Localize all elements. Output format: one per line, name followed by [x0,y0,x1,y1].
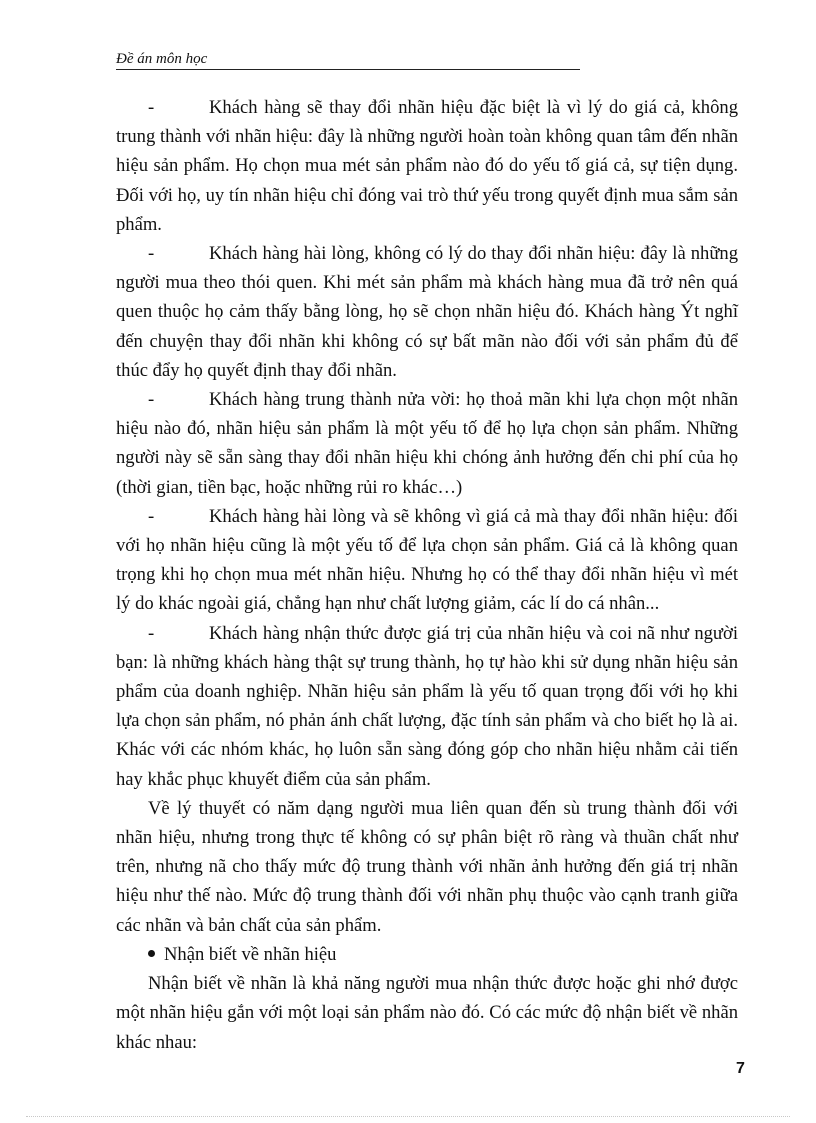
section-heading: Nhận biết về nhãn hiệu [164,943,337,965]
list-item-text: Khách hàng hài lòng, không có lý do thay đổi nhãn hiệu: đây là những người mua theo thói quen. Khi mét sản phẩm mà khách hàng mua đã trở nên quá quen thuộc họ cảm thấy bằng lòng, họ sẽ chọn nhãn hiệu đó. Khách hàng Ýt nghĩ đến chuyện thay đổi nhãn khi không có sự bất mãn nào đối với sản phẩm đủ để thúc đẩy họ quyết định thay đổi nhãn. [116,243,738,381]
list-item [116,385,738,502]
header-title: Đề án môn học [116,51,208,67]
list-item [116,93,738,239]
list-item-text: Khách hàng nhận thức được giá trị của nhãn hiệu và coi nã như người bạn: là những khách hàng thật sự trung thành, họ tự hào khi sử dụng nhãn hiệu sản phẩm của doanh nghiệp. Nhãn hiệu sản phẩm là yếu tố quan trọng đối với họ khi lựa chọn sản phẩm, nó phản ánh chất lượng, đặc tính sản phẩm và cho biết họ là ai. Khác với các nhóm khác, họ luôn sẵn sàng đóng góp cho nhãn hiệu nhằm cải tiến hay khắc phục khuyết điểm của sản phẩm. [116,622,738,790]
dash-marker: - [148,243,155,265]
dash-marker: - [148,389,155,411]
page-number: 7 [736,1060,745,1077]
page-body [116,93,738,1057]
dash-marker: - [148,622,155,644]
list-item [116,619,738,794]
list-item [116,502,738,619]
bullet-dot-icon [148,950,155,957]
list-item-text: Khách hàng hài lòng và sẽ không vì giá cả mà thay đổi nhãn hiệu: đối với họ nhãn hiệu cũng là một yếu tố để lựa chọn sản phẩm. Giá cả là không quan trọng khi họ chọn mua mét nhãn hiệu. Nhưng họ có thể thay đổi nhãn hiệu vì mét lý do khác ngoài giá, chẳng hạn như chất lượng giảm, các lí do cá nhân... [116,505,738,615]
page-header [116,50,580,70]
list-item [116,239,738,385]
summary-paragraph: Về lý thuyết có năm dạng người mua liên quan đến sù trung thành đối với nhãn hiệu, nhưng trong thực tế không có sự phân biệt rõ ràng và thuần chất như trên, nhưng nã cho thấy mức độ trung thành với nhãn ảnh hưởng đến giá trị nhãn hiệu như thế nào. Mức độ trung thành đối với nhãn phụ thuộc vào cạnh tranh giữa các nhãn và bản chất của sản phẩm. [116,797,738,936]
section-bullet [116,940,738,969]
list-item-text: Khách hàng sẽ thay đổi nhãn hiệu đặc biệt là vì lý do giá cả, không trung thành với nhãn hiệu: đây là những người hoàn toàn không quan tâm đến nhãn hiệu sản phẩm. Họ chọn mua mét sản phẩm nào đó do yếu tố giá cả, sự tiện dụng. Đối với họ, uy tín nhãn hiệu chỉ đóng vai trò thứ yếu trong quyết định mua sắm sản phẩm. [116,97,738,235]
page-bottom-divider [26,1116,790,1117]
dash-marker: - [148,97,155,118]
awareness-paragraph: Nhận biết về nhãn là khả năng người mua nhận thức được hoặc ghi nhớ được một nhãn hiệu gắn với một loại sản phẩm nào đó. Có các mức độ nhận biết về nhãn khác nhau: [116,973,738,1053]
list-item-text: Khách hàng trung thành nửa vời: họ thoả mãn khi lựa chọn một nhãn hiệu nào đó, nhãn hiệu sản phẩm là một yếu tố để họ lựa chọn sản phẩm. Những người này sẽ sẵn sàng thay đổi nhãn hiệu khi chóng ảnh hưởng đến chi phí của họ (thời gian, tiền bạc, hoặc những rủi ro khác…) [116,389,738,498]
dash-marker: - [148,505,155,527]
